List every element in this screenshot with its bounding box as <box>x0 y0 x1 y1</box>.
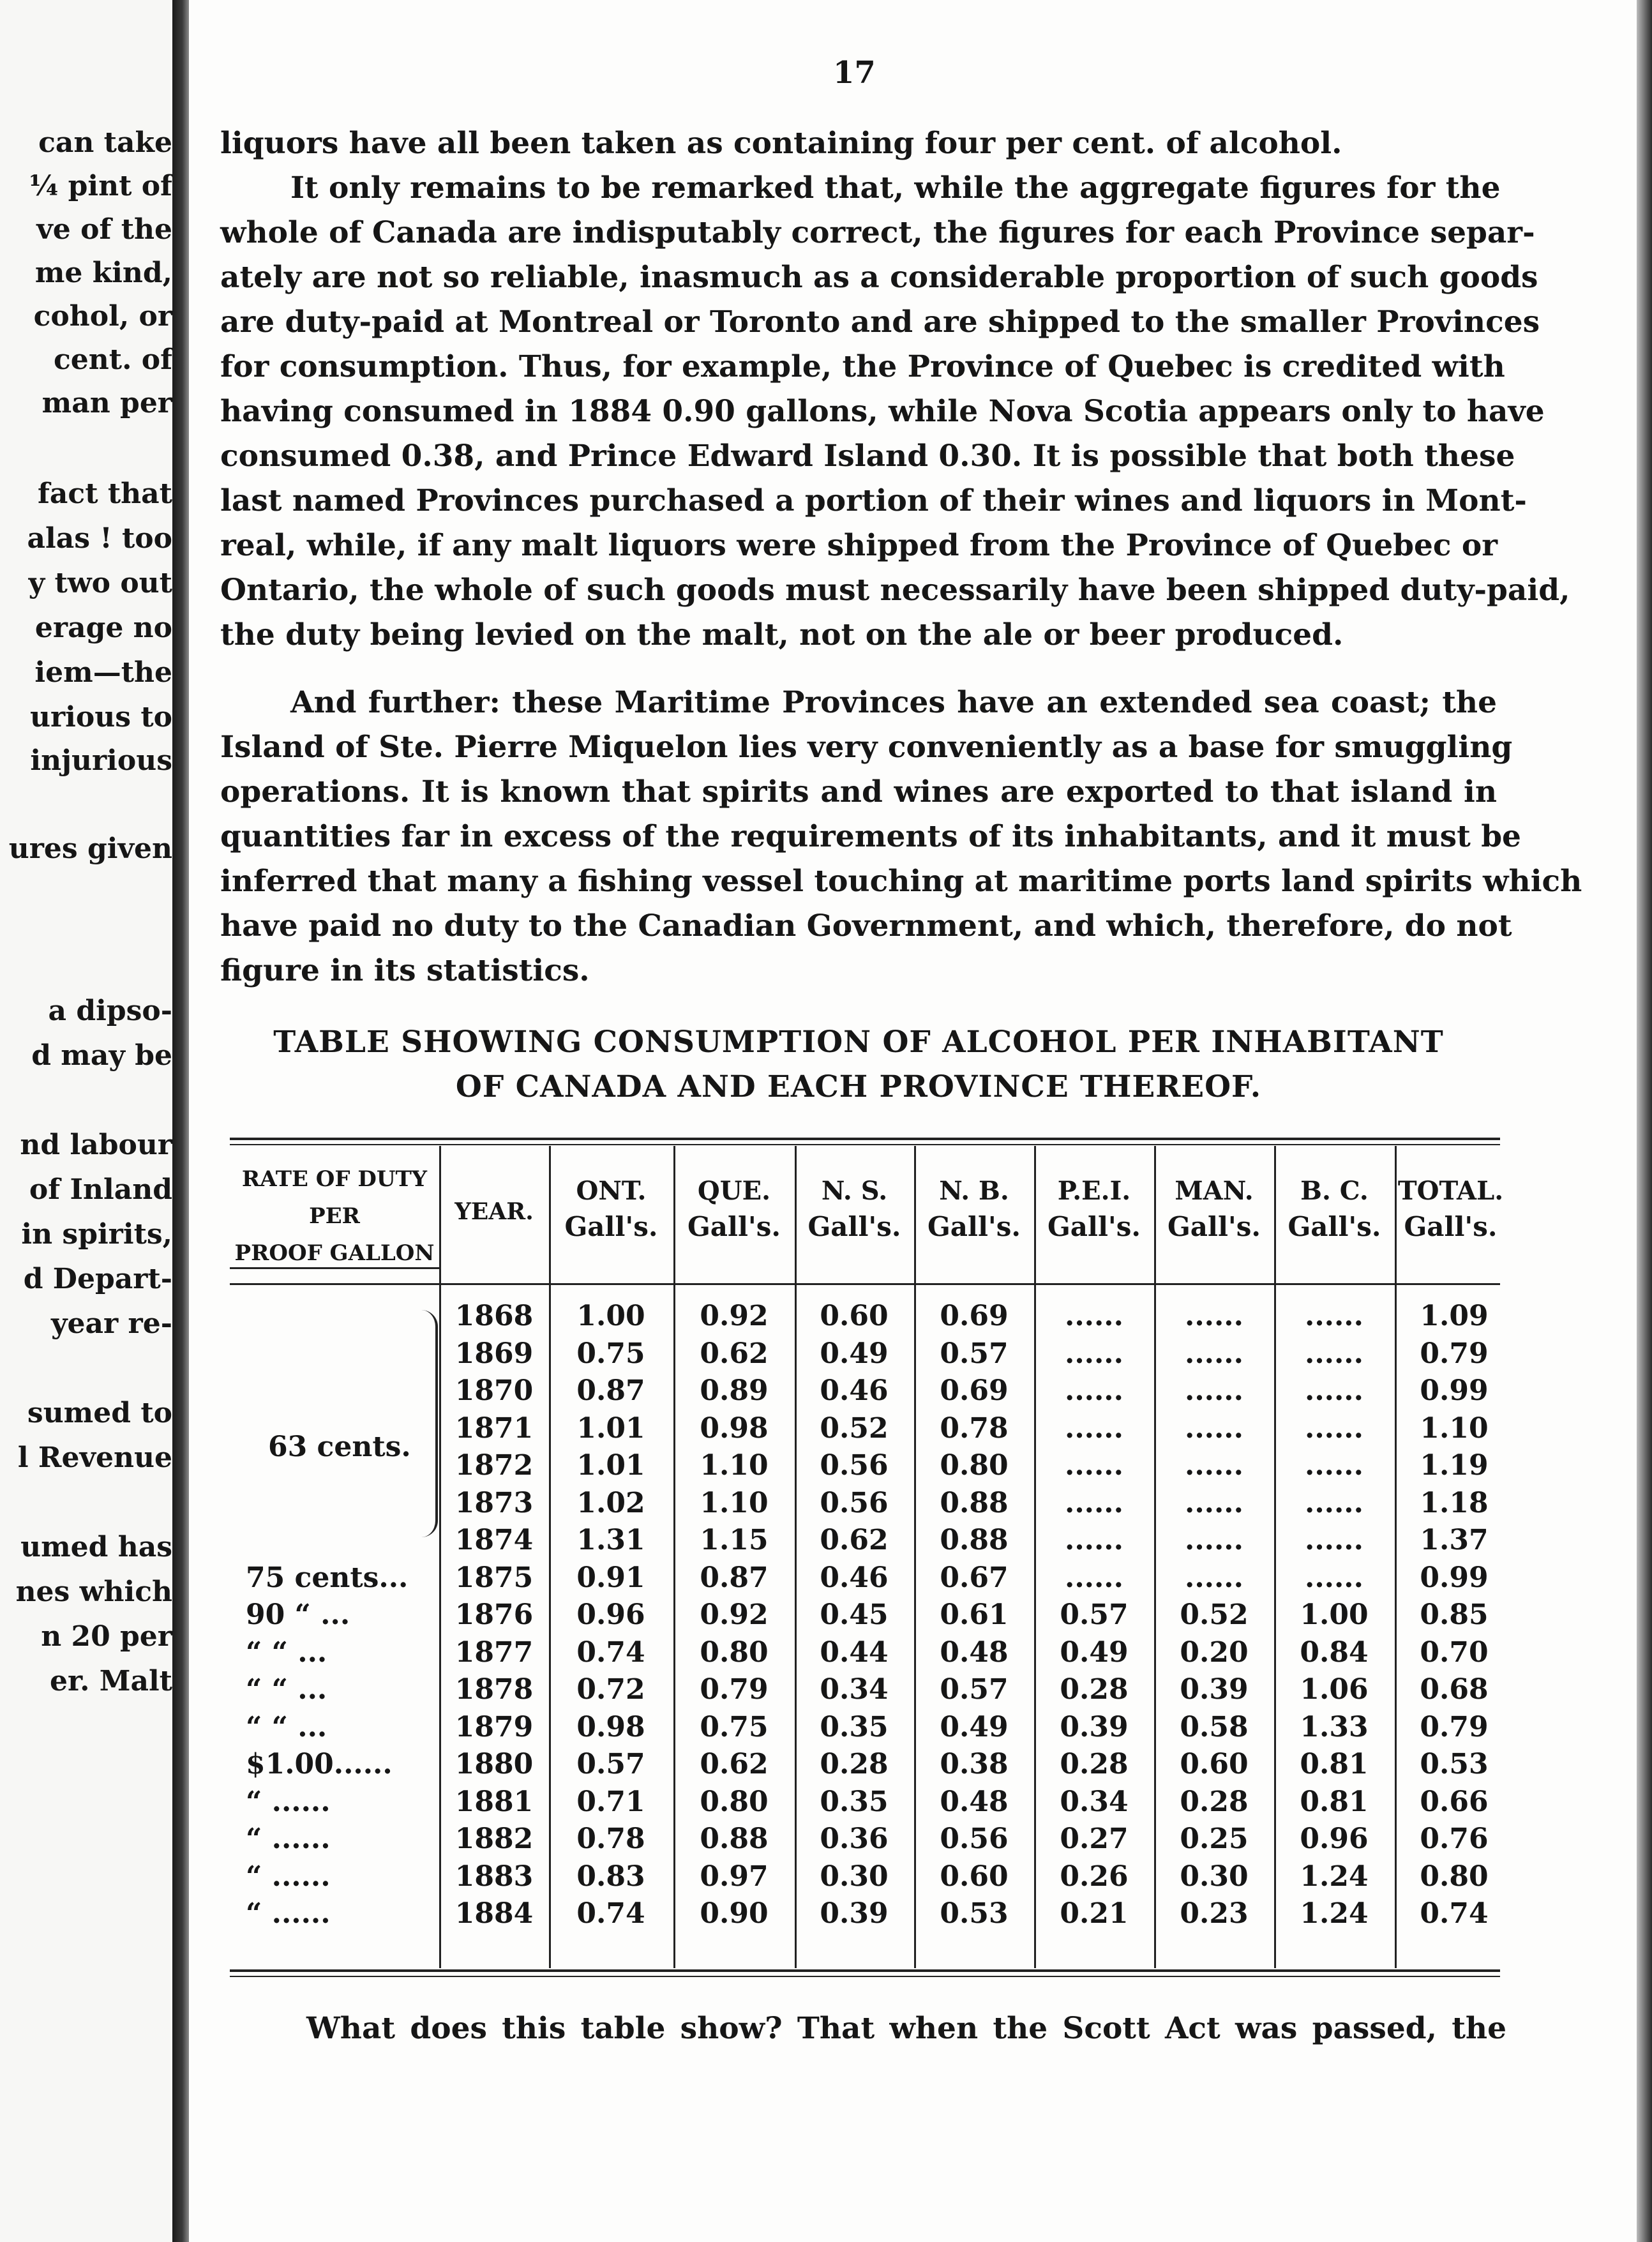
left-page-line: fact that <box>37 478 172 510</box>
value-cell: ...... <box>1065 1524 1123 1556</box>
rate-of-duty-header <box>230 1161 439 1272</box>
year-cell: 1879 <box>454 1710 534 1743</box>
year-header-label: YEAR. <box>454 1198 534 1225</box>
column-divider <box>1034 1146 1036 1968</box>
value-cell: 0.85 <box>1420 1599 1489 1631</box>
value-cell: ...... <box>1305 1561 1363 1594</box>
column-divider <box>1274 1146 1276 1968</box>
value-cell: 0.44 <box>820 1636 889 1669</box>
page-fold <box>172 0 189 2242</box>
value-cell: 0.66 <box>1420 1785 1489 1818</box>
paragraph-line: It only remains to be remarked that, while the aggregate figures for the <box>290 170 1501 206</box>
column-name: MAN. <box>1175 1176 1254 1206</box>
value-cell: 0.78 <box>940 1411 1009 1445</box>
rate-header-line: PER <box>309 1203 360 1229</box>
value-cell: 0.35 <box>820 1785 889 1818</box>
value-cell: 0.75 <box>700 1710 769 1743</box>
table-top-rule-thin <box>230 1144 1500 1145</box>
value-cell: 0.60 <box>1180 1748 1249 1780</box>
column-unit: Gall's. <box>564 1211 658 1242</box>
value-cell: 0.99 <box>1420 1374 1489 1407</box>
value-cell: ...... <box>1065 1411 1123 1445</box>
column-divider <box>673 1146 675 1968</box>
left-page-line: in spirits, <box>21 1218 172 1251</box>
left-page-line: ures given <box>8 832 172 865</box>
value-cell: 0.60 <box>820 1300 889 1332</box>
left-page-line: er. Malt <box>49 1665 172 1697</box>
value-cell: 0.20 <box>1180 1636 1249 1669</box>
rate-cell: “ “ ... <box>246 1636 327 1669</box>
left-page-line: d may be <box>31 1039 172 1072</box>
left-page-line: nes which <box>15 1576 172 1608</box>
value-cell: 0.39 <box>1180 1673 1249 1706</box>
value-cell: 0.84 <box>1300 1636 1369 1669</box>
paragraph-line: the duty being levied on the malt, not on the ale or beer produced. <box>220 617 1344 652</box>
table-bottom-rule <box>230 1969 1500 1972</box>
paragraph-line: consumed 0.38, and Prince Edward Island 0.30. It is possible that both these <box>220 439 1515 474</box>
value-cell: 0.79 <box>700 1673 769 1706</box>
value-cell: 0.80 <box>940 1449 1009 1482</box>
year-header <box>439 1194 549 1230</box>
value-cell: 0.58 <box>1180 1710 1249 1743</box>
value-cell: ...... <box>1185 1300 1243 1332</box>
value-cell: 1.09 <box>1420 1300 1489 1332</box>
value-cell: 0.80 <box>1420 1860 1489 1893</box>
value-cell: 0.74 <box>1420 1897 1489 1930</box>
left-page-line: y two out <box>28 567 172 599</box>
value-cell: 0.38 <box>940 1748 1009 1780</box>
rate-cell: 75 cents... <box>246 1561 409 1594</box>
column-divider <box>1154 1146 1156 1968</box>
value-cell: 0.62 <box>820 1524 889 1556</box>
left-page-line: d Depart- <box>23 1263 172 1295</box>
paragraph-line: last named Provinces purchased a portion of their wines and liquors in Mont- <box>220 483 1527 518</box>
value-cell: ...... <box>1065 1561 1123 1594</box>
paragraph-line: real, while, if any malt liquors were shipped from the Province of Quebec or <box>220 528 1498 563</box>
column-header <box>795 1173 914 1245</box>
left-page-line: ¼ pint of <box>29 170 172 202</box>
value-cell: 0.71 <box>576 1785 645 1818</box>
value-cell: 0.97 <box>700 1860 769 1893</box>
value-cell: ...... <box>1065 1486 1123 1519</box>
paragraph-line: And further: these Maritime Provinces have an extended sea coast; the <box>290 685 1497 720</box>
value-cell: 0.89 <box>700 1374 769 1407</box>
left-page-line: year re- <box>50 1307 172 1340</box>
paragraph-line: whole of Canada are indisputably correct, the figures for each Province separ- <box>220 215 1535 250</box>
value-cell: 0.98 <box>700 1411 769 1445</box>
left-page-line: l Revenue <box>17 1441 172 1474</box>
value-cell: ...... <box>1305 1449 1363 1482</box>
page-edge <box>1637 0 1652 2242</box>
left-page-line: iem—the <box>34 656 172 689</box>
value-cell: 0.72 <box>576 1673 645 1706</box>
value-cell: 0.35 <box>820 1710 889 1743</box>
value-cell: 0.28 <box>1180 1785 1249 1818</box>
table-top-rule <box>230 1138 1500 1140</box>
value-cell: 0.62 <box>700 1337 769 1370</box>
left-page-line: me kind, <box>34 257 172 289</box>
value-cell: 0.81 <box>1300 1748 1369 1780</box>
year-cell: 1871 <box>454 1411 534 1445</box>
column-unit: Gall's. <box>1288 1211 1381 1242</box>
value-cell: 0.76 <box>1420 1823 1489 1855</box>
value-cell: 0.87 <box>700 1561 769 1594</box>
value-cell: 1.24 <box>1300 1897 1369 1930</box>
value-cell: 0.49 <box>820 1337 889 1370</box>
value-cell: 0.88 <box>940 1486 1009 1519</box>
left-page-line: injurious <box>30 744 172 777</box>
year-cell: 1875 <box>454 1561 534 1594</box>
value-cell: 0.69 <box>940 1300 1009 1332</box>
rate-cell: $1.00...... <box>246 1748 393 1780</box>
value-cell: ...... <box>1065 1300 1123 1332</box>
rate-cell: 63 cents. <box>268 1430 411 1463</box>
table-title-line-2: OF CANADA AND EACH PROVINCE THEREOF. <box>455 1069 1262 1104</box>
value-cell: ...... <box>1185 1337 1243 1370</box>
value-cell: 0.28 <box>820 1748 889 1780</box>
rate-cell: “ ...... <box>246 1785 331 1818</box>
value-cell: 0.78 <box>576 1823 645 1855</box>
left-page-line: urious to <box>30 701 172 734</box>
left-page-line: alas ! too <box>27 522 172 555</box>
column-name: ONT. <box>576 1176 647 1206</box>
value-cell: 0.52 <box>820 1411 889 1445</box>
value-cell: 0.46 <box>820 1374 889 1407</box>
value-cell: 0.67 <box>940 1561 1009 1594</box>
value-cell: 0.30 <box>820 1860 889 1893</box>
value-cell: 0.90 <box>700 1897 769 1930</box>
left-page-line: cohol, or <box>33 300 172 333</box>
value-cell: 0.69 <box>940 1374 1009 1407</box>
value-cell: ...... <box>1185 1524 1243 1556</box>
left-page-line: ve of the <box>36 213 172 246</box>
value-cell: 0.45 <box>820 1599 889 1631</box>
value-cell: 0.57 <box>576 1748 645 1780</box>
value-cell: 0.46 <box>820 1561 889 1594</box>
value-cell: 0.26 <box>1060 1860 1129 1893</box>
year-cell: 1881 <box>454 1785 534 1818</box>
year-cell: 1877 <box>454 1636 534 1669</box>
left-page-line: sumed to <box>27 1397 172 1429</box>
rate-cell: “ ...... <box>246 1823 331 1855</box>
value-cell: 0.96 <box>576 1599 645 1631</box>
column-header <box>1274 1173 1395 1245</box>
value-cell: 0.25 <box>1180 1823 1249 1855</box>
column-unit: Gall's. <box>807 1211 901 1242</box>
column-header <box>549 1173 673 1245</box>
value-cell: ...... <box>1305 1374 1363 1407</box>
value-cell: 0.30 <box>1180 1860 1249 1893</box>
rate-header-line: RATE OF DUTY <box>241 1166 428 1192</box>
year-cell: 1876 <box>454 1599 534 1631</box>
column-unit: Gall's. <box>1167 1211 1261 1242</box>
value-cell: 0.27 <box>1060 1823 1129 1855</box>
value-cell: 0.88 <box>700 1823 769 1855</box>
year-cell: 1878 <box>454 1673 534 1706</box>
value-cell: ...... <box>1185 1561 1243 1594</box>
year-cell: 1880 <box>454 1748 534 1780</box>
rate-cell: “ ...... <box>246 1897 331 1930</box>
year-cell: 1873 <box>454 1486 534 1519</box>
value-cell: 1.02 <box>576 1486 645 1519</box>
value-cell: 1.18 <box>1420 1486 1489 1519</box>
value-cell: 0.88 <box>940 1524 1009 1556</box>
value-cell: 0.96 <box>1300 1823 1369 1855</box>
value-cell: 0.57 <box>1060 1599 1129 1631</box>
left-page-fragment <box>0 0 172 2242</box>
value-cell: ...... <box>1305 1337 1363 1370</box>
left-page-line: cent. of <box>53 343 172 376</box>
value-cell: 1.06 <box>1300 1673 1369 1706</box>
value-cell: 0.21 <box>1060 1897 1129 1930</box>
value-cell: ...... <box>1185 1449 1243 1482</box>
column-name: TOTAL. <box>1397 1176 1504 1206</box>
value-cell: 1.01 <box>576 1449 645 1482</box>
column-header <box>1154 1173 1274 1245</box>
rate-header-line: PROOF GALLON <box>234 1240 435 1266</box>
rate-cell: “ ...... <box>246 1860 331 1893</box>
value-cell: ...... <box>1305 1411 1363 1445</box>
paragraph-line: ately are not so reliable, inasmuch as a considerable proportion of such goods <box>220 260 1538 295</box>
column-name: QUE. <box>697 1176 771 1206</box>
paragraph-line: have paid no duty to the Canadian Government, and which, therefore, do not <box>220 908 1512 944</box>
value-cell: 0.39 <box>1060 1710 1129 1743</box>
value-cell: 0.74 <box>576 1897 645 1930</box>
column-header <box>1034 1173 1154 1245</box>
value-cell: 1.31 <box>576 1524 645 1556</box>
value-cell: 0.68 <box>1420 1673 1489 1706</box>
value-cell: 1.10 <box>700 1449 769 1482</box>
year-cell: 1870 <box>454 1374 534 1407</box>
left-page-line: man per <box>41 387 172 419</box>
year-cell: 1884 <box>454 1897 534 1930</box>
paragraph-line: having consumed in 1884 0.90 gallons, while Nova Scotia appears only to have <box>220 394 1545 429</box>
value-cell: 0.79 <box>1420 1337 1489 1370</box>
left-page-line: umed has <box>20 1531 172 1563</box>
value-cell: 1.00 <box>1300 1599 1369 1631</box>
value-cell: ...... <box>1305 1300 1363 1332</box>
value-cell: 0.49 <box>1060 1636 1129 1669</box>
value-cell: 0.23 <box>1180 1897 1249 1930</box>
paragraph-line: Ontario, the whole of such goods must necessarily have been shipped duty-paid, <box>220 573 1570 608</box>
column-name: N. S. <box>821 1176 888 1206</box>
value-cell: 0.48 <box>940 1785 1009 1818</box>
left-page-line: n 20 per <box>41 1620 172 1653</box>
value-cell: 0.53 <box>1420 1748 1489 1780</box>
value-cell: ...... <box>1065 1337 1123 1370</box>
paragraph-liquors <box>220 121 1570 658</box>
value-cell: 0.80 <box>700 1636 769 1669</box>
year-cell: 1883 <box>454 1860 534 1893</box>
paragraph-line: liquors have all been taken as containing four per cent. of alcohol. <box>220 126 1342 161</box>
value-cell: 0.61 <box>940 1599 1009 1631</box>
page-number: 17 <box>833 55 876 91</box>
value-cell: ...... <box>1065 1374 1123 1407</box>
value-cell: 0.49 <box>940 1710 1009 1743</box>
column-name: N. B. <box>939 1176 1009 1206</box>
value-cell: 1.01 <box>576 1411 645 1445</box>
value-cell: 0.34 <box>820 1673 889 1706</box>
value-cell: 0.34 <box>1060 1785 1129 1818</box>
column-unit: Gall's. <box>927 1211 1021 1242</box>
value-cell: ...... <box>1065 1449 1123 1482</box>
column-name: B. C. <box>1300 1176 1369 1206</box>
value-cell: 0.36 <box>820 1823 889 1855</box>
value-cell: 0.74 <box>576 1636 645 1669</box>
column-name: P.E.I. <box>1057 1176 1131 1206</box>
rate-bracket <box>421 1310 438 1537</box>
value-cell: 1.00 <box>576 1300 645 1332</box>
paragraph-line: figure in its statistics. <box>220 953 590 988</box>
paragraph-line: inferred that many a fishing vessel touching at maritime ports land spirits which <box>220 864 1582 899</box>
value-cell: 0.60 <box>940 1860 1009 1893</box>
paragraph-line: are duty-paid at Montreal or Toronto and are shipped to the smaller Provinces <box>220 305 1540 340</box>
column-unit: Gall's. <box>687 1211 781 1242</box>
paragraph-line: quantities far in excess of the requirements of its inhabitants, and it must be <box>220 819 1521 854</box>
value-cell: 0.48 <box>940 1636 1009 1669</box>
value-cell: ...... <box>1185 1374 1243 1407</box>
table-header-rule <box>230 1283 1500 1285</box>
left-page-line: of Inland <box>29 1173 172 1206</box>
left-page-line: erage no <box>34 612 172 644</box>
closing-line: What does this table show? That when the Scott Act was passed, the <box>306 2011 1506 2046</box>
paragraph-line: Island of Ste. Pierre Miquelon lies very conveniently as a base for smuggling <box>220 730 1513 765</box>
column-header <box>673 1173 795 1245</box>
value-cell: 1.19 <box>1420 1449 1489 1482</box>
paragraph-line: for consumption. Thus, for example, the Province of Quebec is credited with <box>220 349 1505 384</box>
year-cell: 1872 <box>454 1449 534 1482</box>
column-header <box>1395 1173 1506 1245</box>
column-unit: Gall's. <box>1404 1211 1498 1242</box>
value-cell: 0.80 <box>700 1785 769 1818</box>
value-cell: 0.91 <box>576 1561 645 1594</box>
value-cell: 0.56 <box>940 1823 1009 1855</box>
year-cell: 1868 <box>454 1300 534 1332</box>
value-cell: 0.57 <box>940 1673 1009 1706</box>
year-cell: 1882 <box>454 1823 534 1855</box>
value-cell: ...... <box>1305 1486 1363 1519</box>
value-cell: 0.92 <box>700 1300 769 1332</box>
value-cell: 1.24 <box>1300 1860 1369 1893</box>
paragraph-maritime <box>220 681 1582 993</box>
rate-cell: 90 “ ... <box>246 1599 350 1631</box>
value-cell: 0.98 <box>576 1710 645 1743</box>
value-cell: 0.56 <box>820 1449 889 1482</box>
value-cell: 0.56 <box>820 1486 889 1519</box>
table-title-line-1: TABLE SHOWING CONSUMPTION OF ALCOHOL PER INHABITANT <box>273 1025 1444 1060</box>
value-cell: 0.92 <box>700 1599 769 1631</box>
column-divider <box>914 1146 916 1968</box>
value-cell: 0.75 <box>576 1337 645 1370</box>
table-title <box>220 1020 1497 1110</box>
value-cell: ...... <box>1185 1486 1243 1519</box>
value-cell: 0.83 <box>576 1860 645 1893</box>
value-cell: 0.87 <box>576 1374 645 1407</box>
rate-cell: “ “ ... <box>246 1673 327 1706</box>
value-cell: 0.81 <box>1300 1785 1369 1818</box>
value-cell: ...... <box>1305 1524 1363 1556</box>
value-cell: 0.70 <box>1420 1636 1489 1669</box>
value-cell: 1.33 <box>1300 1710 1369 1743</box>
year-cell: 1874 <box>454 1524 534 1556</box>
value-cell: 1.37 <box>1420 1524 1489 1556</box>
rate-cell: “ “ ... <box>246 1710 327 1743</box>
value-cell: ...... <box>1185 1411 1243 1445</box>
value-cell: 1.15 <box>700 1524 769 1556</box>
value-cell: 0.57 <box>940 1337 1009 1370</box>
column-unit: Gall's. <box>1047 1211 1141 1242</box>
year-cell: 1869 <box>454 1337 534 1370</box>
value-cell: 0.39 <box>820 1897 889 1930</box>
value-cell: 0.28 <box>1060 1673 1129 1706</box>
value-cell: 0.52 <box>1180 1599 1249 1631</box>
value-cell: 0.99 <box>1420 1561 1489 1594</box>
value-cell: 0.53 <box>940 1897 1009 1930</box>
table-bottom-rule-thin <box>230 1976 1500 1977</box>
value-cell: 0.79 <box>1420 1710 1489 1743</box>
value-cell: 1.10 <box>700 1486 769 1519</box>
paragraph-line: operations. It is known that spirits and wines are exported to that island in <box>220 774 1497 809</box>
column-header <box>914 1173 1034 1245</box>
left-page-line: a dipso- <box>48 995 172 1027</box>
value-cell: 1.10 <box>1420 1411 1489 1445</box>
value-cell: 0.62 <box>700 1748 769 1780</box>
left-page-line: can take <box>38 126 172 159</box>
value-cell: 0.28 <box>1060 1748 1129 1780</box>
left-page-line: nd labour <box>20 1129 172 1161</box>
